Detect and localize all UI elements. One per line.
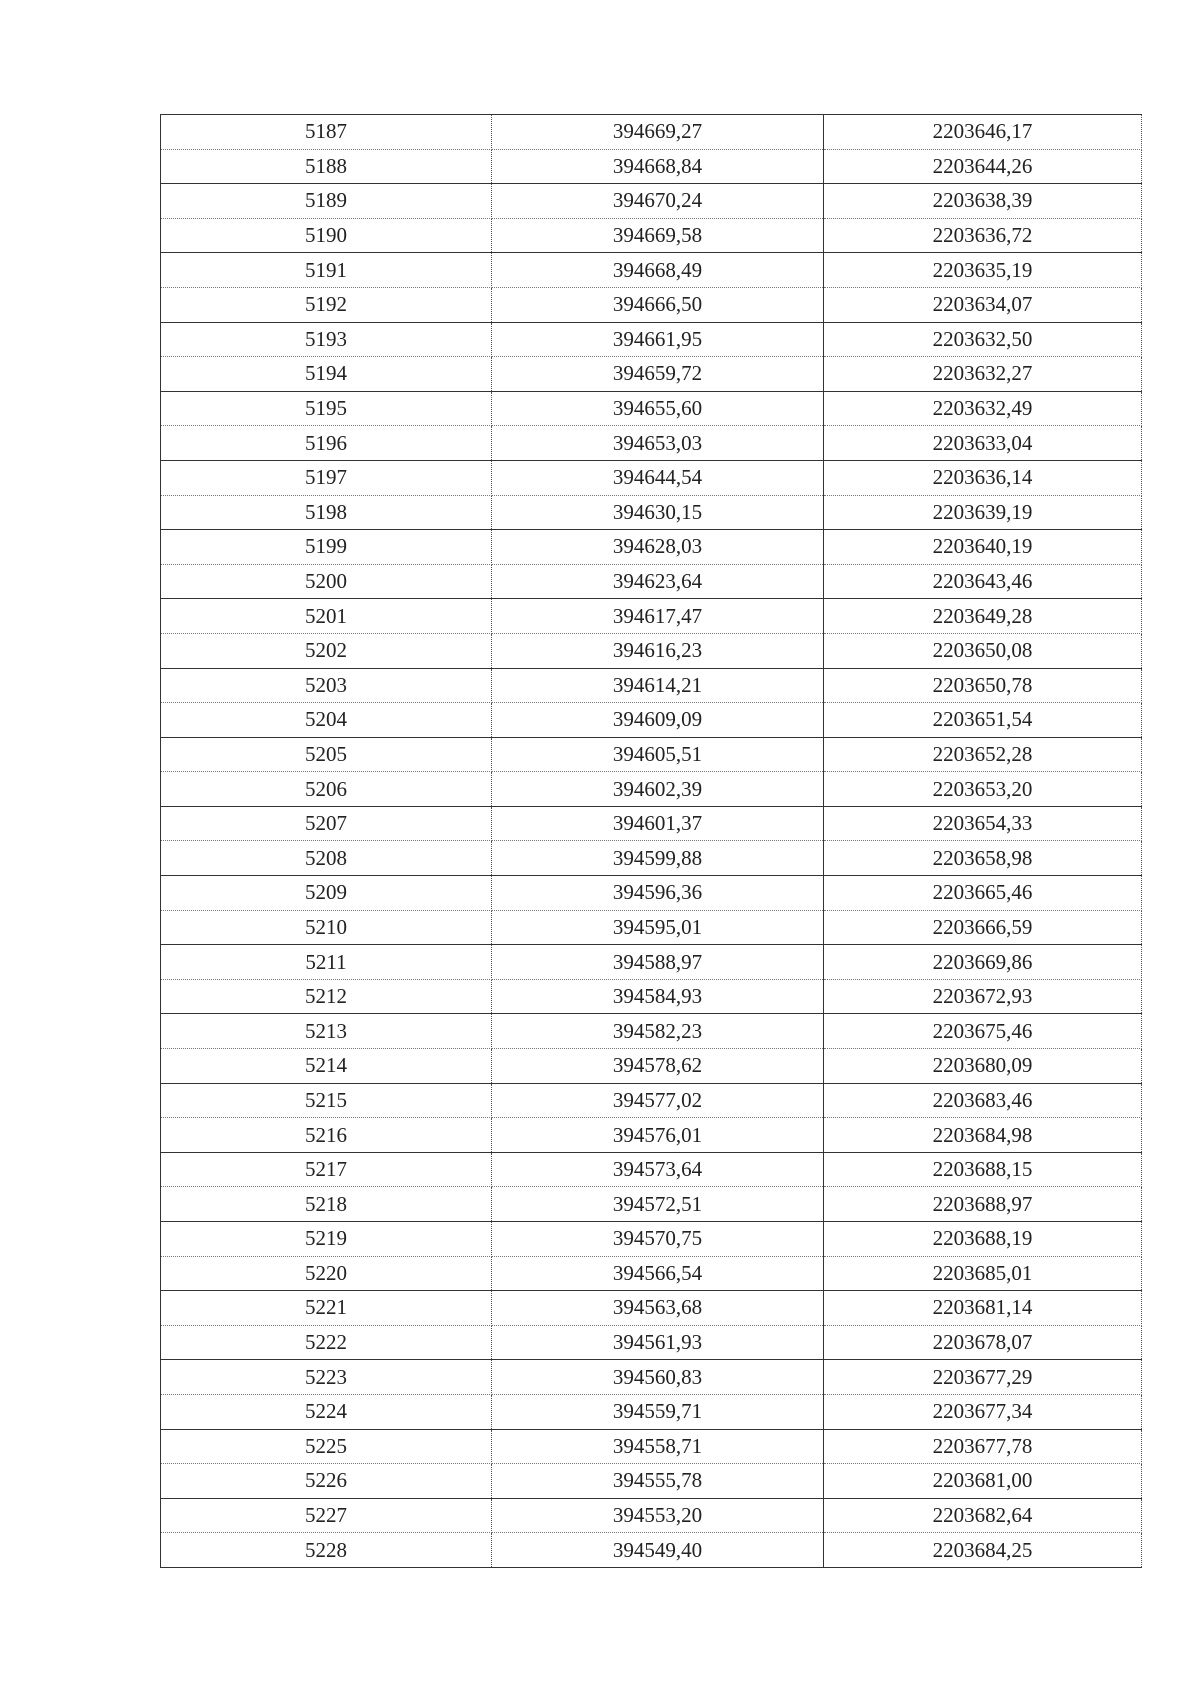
table-row — [161, 772, 1142, 807]
table-row — [161, 910, 1142, 945]
table-row — [161, 530, 1142, 565]
y-coordinate-cell: 2203688,19 — [824, 1222, 1142, 1257]
point-number-cell: 5210 — [161, 910, 492, 945]
x-coordinate-cell: 394630,15 — [492, 495, 824, 530]
table-row — [161, 876, 1142, 911]
point-number-cell: 5226 — [161, 1464, 492, 1499]
x-coordinate-cell: 394666,50 — [492, 287, 824, 322]
x-coordinate-cell: 394669,58 — [492, 218, 824, 253]
y-coordinate-cell: 2203632,27 — [824, 357, 1142, 392]
point-number-cell: 5200 — [161, 564, 492, 599]
table-row — [161, 1083, 1142, 1118]
x-coordinate-cell: 394572,51 — [492, 1187, 824, 1222]
x-coordinate-cell: 394553,20 — [492, 1498, 824, 1533]
table-row — [161, 737, 1142, 772]
table-row — [161, 287, 1142, 322]
point-number-cell: 5215 — [161, 1083, 492, 1118]
x-coordinate-cell: 394584,93 — [492, 979, 824, 1014]
y-coordinate-cell: 2203669,86 — [824, 945, 1142, 980]
x-coordinate-cell: 394614,21 — [492, 668, 824, 703]
point-number-cell: 5188 — [161, 149, 492, 184]
y-coordinate-cell: 2203677,29 — [824, 1360, 1142, 1395]
point-number-cell: 5189 — [161, 184, 492, 219]
point-number-cell: 5213 — [161, 1014, 492, 1049]
x-coordinate-cell: 394659,72 — [492, 357, 824, 392]
table-row — [161, 149, 1142, 184]
table-row — [161, 322, 1142, 357]
table-row — [161, 1014, 1142, 1049]
point-number-cell: 5221 — [161, 1291, 492, 1326]
y-coordinate-cell: 2203639,19 — [824, 495, 1142, 530]
x-coordinate-cell: 394555,78 — [492, 1464, 824, 1499]
table-row — [161, 945, 1142, 980]
table-row — [161, 1152, 1142, 1187]
y-coordinate-cell: 2203652,28 — [824, 737, 1142, 772]
y-coordinate-cell: 2203682,64 — [824, 1498, 1142, 1533]
y-coordinate-cell: 2203688,97 — [824, 1187, 1142, 1222]
y-coordinate-cell: 2203677,78 — [824, 1429, 1142, 1464]
point-number-cell: 5212 — [161, 979, 492, 1014]
point-number-cell: 5196 — [161, 426, 492, 461]
table-row — [161, 979, 1142, 1014]
point-number-cell: 5197 — [161, 460, 492, 495]
x-coordinate-cell: 394623,64 — [492, 564, 824, 599]
y-coordinate-cell: 2203672,93 — [824, 979, 1142, 1014]
point-number-cell: 5227 — [161, 1498, 492, 1533]
x-coordinate-cell: 394560,83 — [492, 1360, 824, 1395]
x-coordinate-cell: 394628,03 — [492, 530, 824, 565]
y-coordinate-cell: 2203634,07 — [824, 287, 1142, 322]
point-number-cell: 5223 — [161, 1360, 492, 1395]
table-row — [161, 668, 1142, 703]
point-number-cell: 5201 — [161, 599, 492, 634]
table-row — [161, 426, 1142, 461]
point-number-cell: 5214 — [161, 1049, 492, 1084]
table-row — [161, 1325, 1142, 1360]
point-number-cell: 5207 — [161, 806, 492, 841]
y-coordinate-cell: 2203678,07 — [824, 1325, 1142, 1360]
y-coordinate-cell: 2203650,78 — [824, 668, 1142, 703]
table-row — [161, 1429, 1142, 1464]
x-coordinate-cell: 394561,93 — [492, 1325, 824, 1360]
x-coordinate-cell: 394563,68 — [492, 1291, 824, 1326]
x-coordinate-cell: 394670,24 — [492, 184, 824, 219]
y-coordinate-cell: 2203658,98 — [824, 841, 1142, 876]
y-coordinate-cell: 2203638,39 — [824, 184, 1142, 219]
table-row — [161, 115, 1142, 150]
table-row — [161, 460, 1142, 495]
y-coordinate-cell: 2203665,46 — [824, 876, 1142, 911]
point-number-cell: 5192 — [161, 287, 492, 322]
x-coordinate-cell: 394570,75 — [492, 1222, 824, 1257]
point-number-cell: 5202 — [161, 633, 492, 668]
point-number-cell: 5225 — [161, 1429, 492, 1464]
table-row — [161, 1464, 1142, 1499]
x-coordinate-cell: 394577,02 — [492, 1083, 824, 1118]
point-number-cell: 5199 — [161, 530, 492, 565]
x-coordinate-cell: 394601,37 — [492, 806, 824, 841]
point-number-cell: 5205 — [161, 737, 492, 772]
x-coordinate-cell: 394644,54 — [492, 460, 824, 495]
x-coordinate-cell: 394655,60 — [492, 391, 824, 426]
y-coordinate-cell: 2203684,98 — [824, 1118, 1142, 1153]
point-number-cell: 5217 — [161, 1152, 492, 1187]
coordinates-table — [160, 114, 1142, 1568]
point-number-cell: 5190 — [161, 218, 492, 253]
table-row — [161, 1256, 1142, 1291]
point-number-cell: 5198 — [161, 495, 492, 530]
x-coordinate-cell: 394653,03 — [492, 426, 824, 461]
point-number-cell: 5203 — [161, 668, 492, 703]
point-number-cell: 5204 — [161, 703, 492, 738]
y-coordinate-cell: 2203677,34 — [824, 1394, 1142, 1429]
table-row — [161, 1394, 1142, 1429]
point-number-cell: 5194 — [161, 357, 492, 392]
y-coordinate-cell: 2203646,17 — [824, 115, 1142, 150]
table-row — [161, 1187, 1142, 1222]
x-coordinate-cell: 394588,97 — [492, 945, 824, 980]
y-coordinate-cell: 2203684,25 — [824, 1533, 1142, 1568]
x-coordinate-cell: 394573,64 — [492, 1152, 824, 1187]
y-coordinate-cell: 2203644,26 — [824, 149, 1142, 184]
table-row — [161, 218, 1142, 253]
point-number-cell: 5195 — [161, 391, 492, 426]
x-coordinate-cell: 394559,71 — [492, 1394, 824, 1429]
table-row — [161, 253, 1142, 288]
y-coordinate-cell: 2203653,20 — [824, 772, 1142, 807]
table-row — [161, 1533, 1142, 1568]
table-row — [161, 703, 1142, 738]
x-coordinate-cell: 394595,01 — [492, 910, 824, 945]
table-row — [161, 1049, 1142, 1084]
point-number-cell: 5228 — [161, 1533, 492, 1568]
y-coordinate-cell: 2203649,28 — [824, 599, 1142, 634]
point-number-cell: 5222 — [161, 1325, 492, 1360]
point-number-cell: 5208 — [161, 841, 492, 876]
y-coordinate-cell: 2203632,50 — [824, 322, 1142, 357]
y-coordinate-cell: 2203632,49 — [824, 391, 1142, 426]
x-coordinate-cell: 394558,71 — [492, 1429, 824, 1464]
y-coordinate-cell: 2203635,19 — [824, 253, 1142, 288]
y-coordinate-cell: 2203643,46 — [824, 564, 1142, 599]
coordinates-table-body — [161, 115, 1142, 1568]
x-coordinate-cell: 394582,23 — [492, 1014, 824, 1049]
y-coordinate-cell: 2203675,46 — [824, 1014, 1142, 1049]
point-number-cell: 5206 — [161, 772, 492, 807]
point-number-cell: 5220 — [161, 1256, 492, 1291]
x-coordinate-cell: 394578,62 — [492, 1049, 824, 1084]
point-number-cell: 5191 — [161, 253, 492, 288]
x-coordinate-cell: 394609,09 — [492, 703, 824, 738]
y-coordinate-cell: 2203633,04 — [824, 426, 1142, 461]
x-coordinate-cell: 394668,84 — [492, 149, 824, 184]
x-coordinate-cell: 394549,40 — [492, 1533, 824, 1568]
table-row — [161, 806, 1142, 841]
y-coordinate-cell: 2203680,09 — [824, 1049, 1142, 1084]
x-coordinate-cell: 394668,49 — [492, 253, 824, 288]
point-number-cell: 5216 — [161, 1118, 492, 1153]
x-coordinate-cell: 394599,88 — [492, 841, 824, 876]
table-row — [161, 1118, 1142, 1153]
x-coordinate-cell: 394602,39 — [492, 772, 824, 807]
y-coordinate-cell: 2203640,19 — [824, 530, 1142, 565]
y-coordinate-cell: 2203666,59 — [824, 910, 1142, 945]
point-number-cell: 5218 — [161, 1187, 492, 1222]
y-coordinate-cell: 2203636,14 — [824, 460, 1142, 495]
y-coordinate-cell: 2203651,54 — [824, 703, 1142, 738]
table-row — [161, 841, 1142, 876]
point-number-cell: 5211 — [161, 945, 492, 980]
table-row — [161, 184, 1142, 219]
y-coordinate-cell: 2203636,72 — [824, 218, 1142, 253]
x-coordinate-cell: 394566,54 — [492, 1256, 824, 1291]
table-row — [161, 391, 1142, 426]
y-coordinate-cell: 2203654,33 — [824, 806, 1142, 841]
point-number-cell: 5209 — [161, 876, 492, 911]
table-row — [161, 1222, 1142, 1257]
y-coordinate-cell: 2203683,46 — [824, 1083, 1142, 1118]
x-coordinate-cell: 394616,23 — [492, 633, 824, 668]
table-row — [161, 357, 1142, 392]
y-coordinate-cell: 2203650,08 — [824, 633, 1142, 668]
point-number-cell: 5224 — [161, 1394, 492, 1429]
point-number-cell: 5187 — [161, 115, 492, 150]
x-coordinate-cell: 394617,47 — [492, 599, 824, 634]
y-coordinate-cell: 2203688,15 — [824, 1152, 1142, 1187]
y-coordinate-cell: 2203681,14 — [824, 1291, 1142, 1326]
x-coordinate-cell: 394669,27 — [492, 115, 824, 150]
table-row — [161, 1291, 1142, 1326]
x-coordinate-cell: 394596,36 — [492, 876, 824, 911]
x-coordinate-cell: 394576,01 — [492, 1118, 824, 1153]
x-coordinate-cell: 394661,95 — [492, 322, 824, 357]
table-row — [161, 495, 1142, 530]
point-number-cell: 5193 — [161, 322, 492, 357]
table-row — [161, 1360, 1142, 1395]
point-number-cell: 5219 — [161, 1222, 492, 1257]
y-coordinate-cell: 2203685,01 — [824, 1256, 1142, 1291]
y-coordinate-cell: 2203681,00 — [824, 1464, 1142, 1499]
table-row — [161, 599, 1142, 634]
table-row — [161, 564, 1142, 599]
table-row — [161, 1498, 1142, 1533]
x-coordinate-cell: 394605,51 — [492, 737, 824, 772]
table-row — [161, 633, 1142, 668]
